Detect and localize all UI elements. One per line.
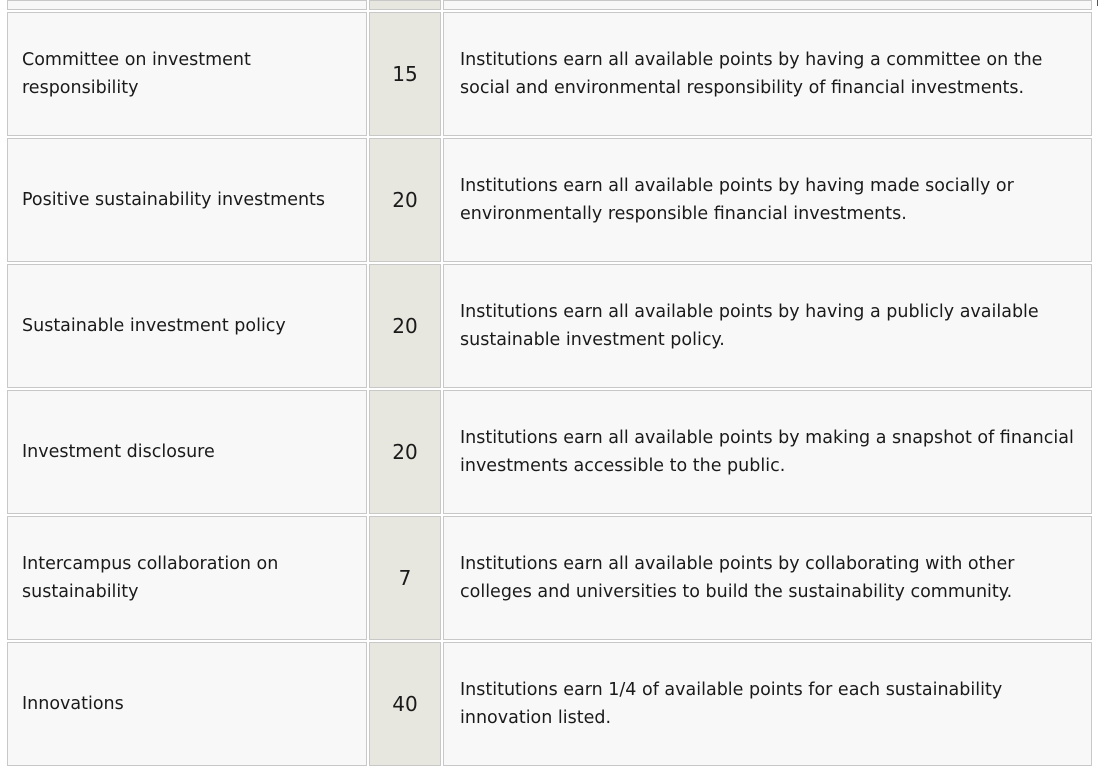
page-edge-mark xyxy=(1097,0,1098,6)
criterion-name: Committee on investment responsibility xyxy=(7,12,367,136)
criterion-description: Institutions earn all available points by making a snapshot of financial investments accessible to the public. xyxy=(443,390,1092,514)
criterion-points: 20 xyxy=(369,390,441,514)
criterion-description: Institutions earn all available points by collaborating with other colleges and universities to build the sustainability community. xyxy=(443,516,1092,640)
criterion-points: 20 xyxy=(369,264,441,388)
criterion-name: Intercampus collaboration on sustainability xyxy=(7,516,367,640)
criterion-points: 15 xyxy=(369,12,441,136)
criterion-description: Institutions earn all available points by having a committee on the social and environmental responsibility of financial investments. xyxy=(443,12,1092,136)
table-row-partial xyxy=(7,0,1092,10)
table-row xyxy=(7,264,1092,388)
name-cell xyxy=(7,0,367,10)
table-row xyxy=(7,642,1092,766)
criteria-table xyxy=(5,0,1094,768)
table-row xyxy=(7,12,1092,136)
table-row xyxy=(7,138,1092,262)
criterion-name: Sustainable investment policy xyxy=(7,264,367,388)
criterion-name: Positive sustainability investments xyxy=(7,138,367,262)
criterion-description: Institutions earn all available points by having made socially or environmentally responsible financial investments. xyxy=(443,138,1092,262)
description-cell xyxy=(443,0,1092,10)
points-cell xyxy=(369,0,441,10)
criterion-description: Institutions earn all available points by having a publicly available sustainable investment policy. xyxy=(443,264,1092,388)
criteria-table-container xyxy=(5,0,1094,784)
criterion-points: 7 xyxy=(369,516,441,640)
criterion-points: 20 xyxy=(369,138,441,262)
criterion-points: 40 xyxy=(369,642,441,766)
criterion-description: Institutions earn 1/4 of available points for each sustainability innovation listed. xyxy=(443,642,1092,766)
table-row xyxy=(7,516,1092,640)
criterion-name: Innovations xyxy=(7,642,367,766)
criterion-name: Investment disclosure xyxy=(7,390,367,514)
table-row xyxy=(7,390,1092,514)
